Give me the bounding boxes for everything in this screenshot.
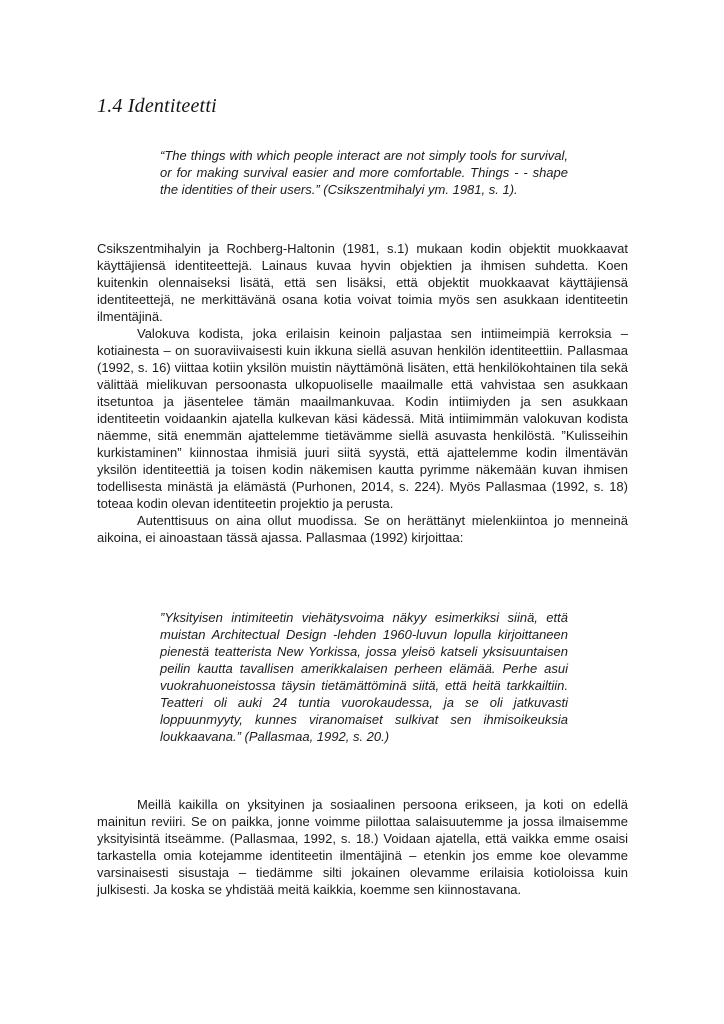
blockquote-finnish: ”Yksityisen intimiteetin viehätysvoima näkyy esimerkiksi siinä, että muistan Architectual Design -lehden 1960-luvun lopulla kirjoittaneen pienestä teatterista New Yorkissa, jossa yleisö katseli yksisuuntaisen peilin kautta tavallisen amerikkalaisen perheen elämää. Perhe asui vuokrahuoneistossa täysin tietämättöminä siitä, että heitä tarkkailtiin. Teatteri oli auki 24 tuntia vuorokaudessa, ja se oli jatkuvasti loppuunmyyty, kunnes viranomaiset sulkivat sen ihmisoikeuksia loukkaavana.” (Pallasmaa, 1992, s. 20.) bbox=[160, 610, 568, 744]
body-paragraph-3: Autenttisuus on aina ollut muodissa. Se on herättänyt mielenkiintoa jo menneinä aikoina, ei ainoastaan tässä ajassa. Pallasmaa (1992) kirjoittaa: bbox=[97, 513, 628, 545]
closing-paragraph: Meillä kaikilla on yksityinen ja sosiaalinen persoona erikseen, ja koti on edellä mainitun reviiri. Se on paikka, jonne voimme piilottaa salaisuutemme ja jossa ilmaisemme yksityisintä itseämme. (Pallasmaa, 1992, s. 18.) Voidaan ajatella, että vaikka emme osaisi tarkastella omia kotejamme identiteetin ilmentäjinä – etenkin jos emme koe olevamme varsinaisesti sisustaja – tiedämme silti jokainen olevamme erilaisia kotioloissa kuin julkisesti. Ja koska se yhdistää meitä kaikkia, koemme sen kiinnostavana. bbox=[97, 797, 628, 897]
section-heading: 1.4 Identiteetti bbox=[97, 95, 217, 117]
body-text bbox=[97, 240, 628, 546]
body-paragraph-1: Csikszentmihalyin ja Rochberg-Haltonin (1981, s.1) mukaan kodin objektit muokkaavat käyttäjiensä identiteettejä. Lainaus kuvaa hyvin objektien ja ihmisen suhdetta. Koen kuitenkin olennaiseksi lisätä, että sen lisäksi, että objektit muokkaavat käyttäjiensä identiteettejä, ne merkittävänä osana kotia voivat toimia myös sen asukkaan identiteetin ilmentäjinä. bbox=[97, 241, 628, 324]
blockquote-english: “The things with which people interact are not simply tools for survival, or for making survival easier and more comfortable. Things - - shape the identities of their users.” (Csikszentmihalyi ym. 1981, s. 1). bbox=[160, 148, 568, 197]
body-paragraph-2: Valokuva kodista, joka erilaisin keinoin paljastaa sen intiimeimpiä kerroksia – kotiainesta – on suoraviivaisesti kuin ikkuna siellä asuvan henkilön identiteettiin. Pallasmaa (1992, s. 16) viittaa kotiin yksilön muistin näyttämönä lisäten, että henkilökohtainen tila sekä välittää mielikuvan persoonasta ulkopuoliselle maailmalle että vahvistaa sen asukkaan itsetuntoa ja jäsentelee tämän maailmankuvaa. Kodin intiimiyden ja sen asukkaan identiteetin voidaankin ajatella kulkevan käsi kädessä. Mitä intiimimmän valokuvan kodista näemme, sitä enemmän ajattelemme tietävämme siellä asuvasta henkilöstä. ”Kulisseihin kurkistaminen” kiinnostaa ihmisiä juuri siitä syystä, että ajattelemme kodin ilmentävän yksilön identiteettiä ja toisen kodin näkemisen kautta pyrimme näkemään kuvan ihmisen todellisesta minästä ja elämästä (Purhonen, 2014, s. 224). Myös Pallasmaa (1992, s. 18) toteaa kodin olevan identiteetin projektio ja perusta. bbox=[97, 326, 628, 511]
